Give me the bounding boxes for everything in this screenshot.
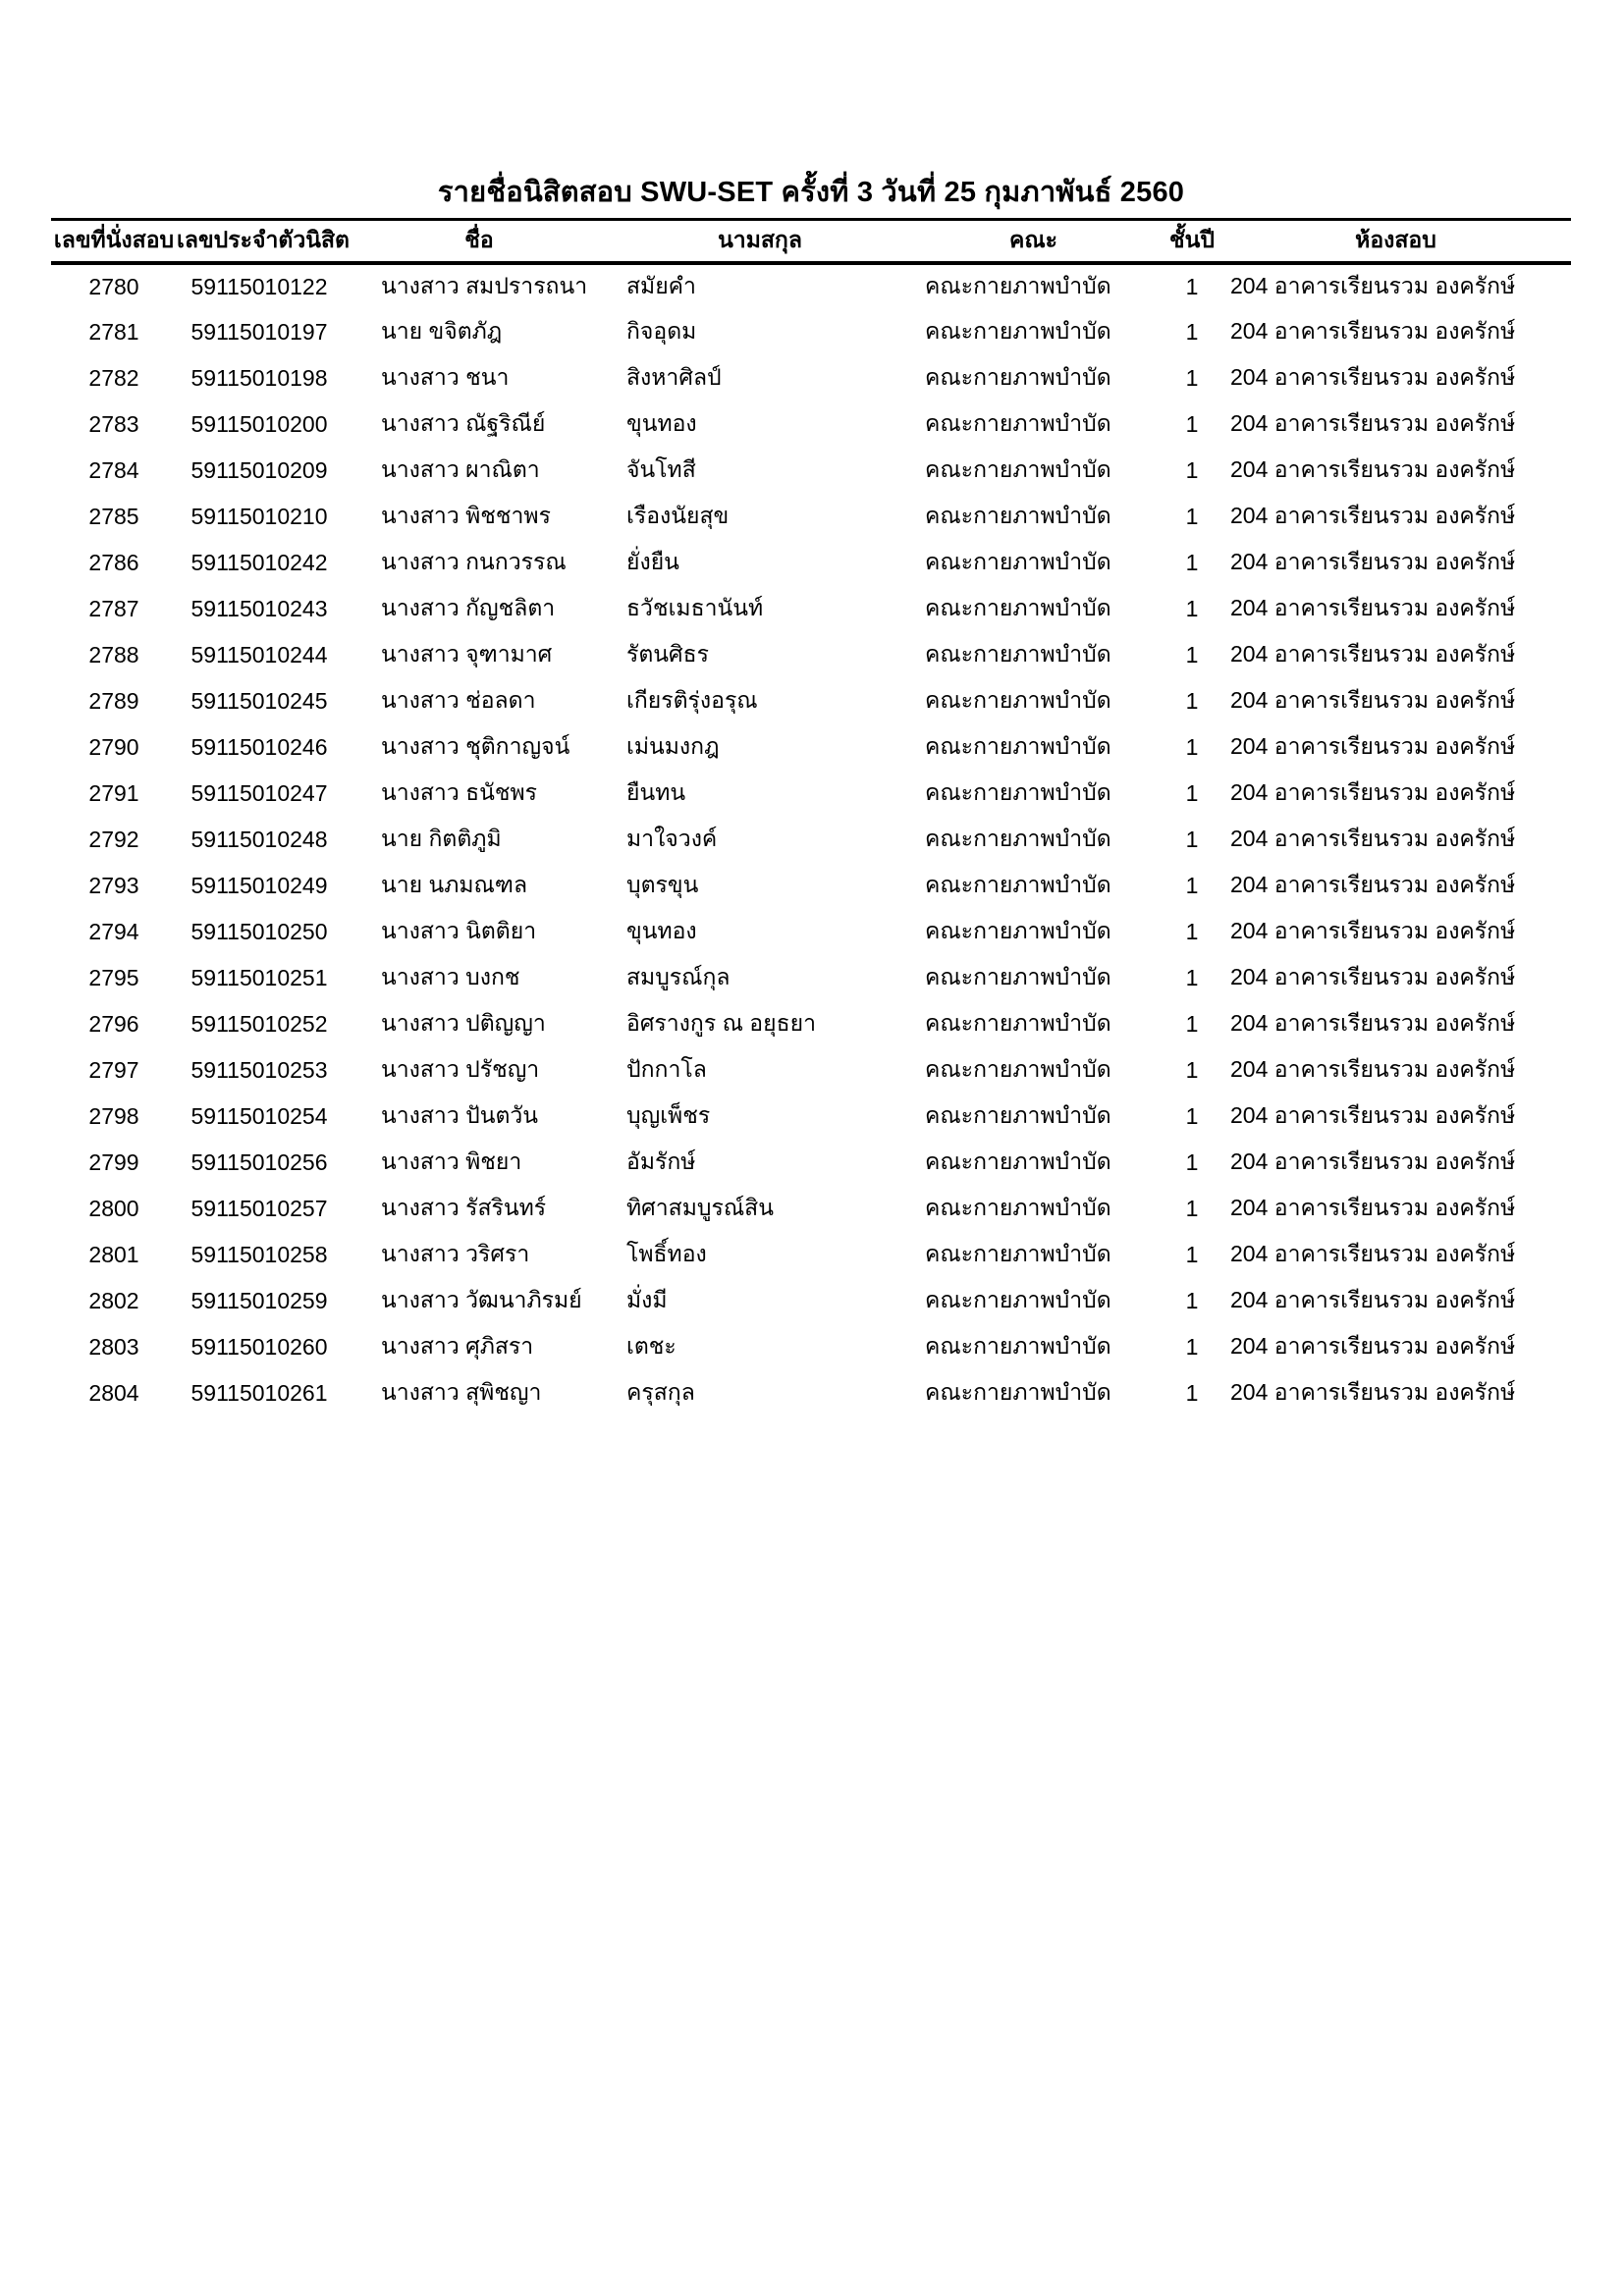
- table-row: [51, 586, 1571, 632]
- table-row: [51, 448, 1571, 494]
- exam-room-cell: 204 อาคารเรียนรวม องครักษ์: [1230, 1195, 1516, 1220]
- seat-number-cell: 2804: [88, 1379, 139, 1406]
- exam-room-cell: 204 อาคารเรียนรวม องครักษ์: [1230, 503, 1516, 528]
- table-row: [51, 1047, 1571, 1094]
- seat-number-cell: 2788: [88, 641, 139, 667]
- seat-number-cell: 2791: [88, 779, 139, 806]
- seat-number-cell: 2787: [88, 595, 139, 621]
- last-name-cell: จันโทสี: [626, 456, 696, 482]
- exam-room-cell: 204 อาคารเรียนรวม องครักษ์: [1230, 273, 1516, 298]
- faculty-cell: คณะกายภาพบำบัด: [925, 549, 1111, 574]
- table-row: [51, 1370, 1571, 1416]
- header-seat-number: เลขที่นั่งสอบ: [53, 227, 175, 253]
- exam-room-cell: 204 อาคารเรียนรวม องครักษ์: [1230, 1056, 1516, 1082]
- first-name-cell: นางสาว รัสรินทร์: [381, 1195, 547, 1220]
- year-cell: 1: [1185, 273, 1199, 299]
- last-name-cell: ธวัชเมธานันท์: [626, 595, 764, 620]
- seat-number-cell: 2798: [88, 1102, 139, 1129]
- exam-roster-table: [51, 218, 1571, 1416]
- last-name-cell: ทิศาสมบูรณ์สิน: [626, 1195, 774, 1220]
- student-id-cell: 59115010261: [190, 1379, 328, 1406]
- exam-room-cell: 204 อาคารเรียนรวม องครักษ์: [1230, 641, 1516, 667]
- year-cell: 1: [1185, 872, 1199, 898]
- table-row: [51, 309, 1571, 355]
- student-id-cell: 59115010243: [190, 595, 328, 621]
- year-cell: 1: [1185, 779, 1199, 806]
- student-id-cell: 59115010209: [190, 456, 328, 483]
- student-id-cell: 59115010258: [190, 1241, 328, 1267]
- student-id-cell: 59115010251: [190, 964, 328, 990]
- last-name-cell: รัตนศิธร: [626, 641, 710, 667]
- faculty-cell: คณะกายภาพบำบัด: [925, 1333, 1111, 1359]
- last-name-cell: ปักกาโล: [626, 1056, 707, 1082]
- table-row: [51, 1232, 1571, 1278]
- year-cell: 1: [1185, 503, 1199, 529]
- table-row: [51, 1001, 1571, 1047]
- exam-room-cell: 204 อาคารเรียนรวม องครักษ์: [1230, 826, 1516, 851]
- exam-room-cell: 204 อาคารเรียนรวม องครักษ์: [1230, 779, 1516, 805]
- last-name-cell: กิจอุดม: [626, 318, 697, 344]
- exam-room-cell: 204 อาคารเรียนรวม องครักษ์: [1230, 1379, 1516, 1405]
- exam-room-cell: 204 อาคารเรียนรวม องครักษ์: [1230, 1287, 1516, 1312]
- table-row: [51, 1140, 1571, 1186]
- student-id-cell: 59115010200: [190, 410, 328, 437]
- faculty-cell: คณะกายภาพบำบัด: [925, 779, 1111, 805]
- first-name-cell: นางสาว จุฑามาศ: [381, 641, 553, 667]
- student-id-cell: 59115010198: [190, 364, 328, 391]
- exam-room-cell: 204 อาคารเรียนรวม องครักษ์: [1230, 410, 1516, 436]
- year-cell: 1: [1185, 1148, 1199, 1175]
- table-row: [51, 863, 1571, 909]
- first-name-cell: นางสาว ผาณิตา: [381, 456, 540, 482]
- exam-room-cell: 204 อาคารเรียนรวม องครักษ์: [1230, 918, 1516, 943]
- student-id-cell: 59115010253: [190, 1056, 328, 1083]
- header-faculty: คณะ: [1008, 227, 1058, 253]
- exam-room-cell: 204 อาคารเรียนรวม องครักษ์: [1230, 1010, 1516, 1036]
- student-id-cell: 59115010259: [190, 1287, 328, 1313]
- student-id-cell: 59115010254: [190, 1102, 328, 1129]
- year-cell: 1: [1185, 595, 1199, 621]
- table-row: [51, 1094, 1571, 1140]
- faculty-cell: คณะกายภาพบำบัด: [925, 1287, 1111, 1312]
- table-row: [51, 540, 1571, 586]
- year-cell: 1: [1185, 964, 1199, 990]
- seat-number-cell: 2789: [88, 687, 139, 714]
- year-cell: 1: [1185, 410, 1199, 437]
- table-row: [51, 1324, 1571, 1370]
- year-cell: 1: [1185, 1379, 1199, 1406]
- seat-number-cell: 2796: [88, 1010, 139, 1037]
- student-id-cell: 59115010247: [190, 779, 328, 806]
- last-name-cell: ขุนทอง: [626, 918, 697, 943]
- last-name-cell: เม่นมงกฎ: [626, 733, 720, 759]
- faculty-cell: คณะกายภาพบำบัด: [925, 503, 1111, 528]
- first-name-cell: นางสาว กนกวรรณ: [381, 549, 567, 574]
- faculty-cell: คณะกายภาพบำบัด: [925, 273, 1111, 298]
- page-title: รายชื่อนิสิตสอบ SWU-SET ครั้งที่ 3 วันที่ 25 กุมภาพันธ์ 2560: [437, 177, 1185, 208]
- exam-room-cell: 204 อาคารเรียนรวม องครักษ์: [1230, 964, 1516, 989]
- last-name-cell: สมัยคำ: [626, 273, 696, 298]
- faculty-cell: คณะกายภาพบำบัด: [925, 410, 1111, 436]
- first-name-cell: นาย นภมณฑล: [381, 872, 528, 897]
- faculty-cell: คณะกายภาพบำบัด: [925, 641, 1111, 667]
- student-id-cell: 59115010257: [190, 1195, 328, 1221]
- year-cell: 1: [1185, 733, 1199, 760]
- exam-room-cell: 204 อาคารเรียนรวม องครักษ์: [1230, 1241, 1516, 1266]
- header-student-id: เลขประจำตัวนิสิต: [177, 227, 350, 253]
- seat-number-cell: 2794: [88, 918, 139, 944]
- first-name-cell: นางสาว บงกช: [381, 964, 520, 989]
- year-cell: 1: [1185, 826, 1199, 852]
- student-id-cell: 59115010197: [190, 318, 328, 345]
- faculty-cell: คณะกายภาพบำบัด: [925, 964, 1111, 989]
- student-id-cell: 59115010246: [190, 733, 328, 760]
- year-cell: 1: [1185, 1287, 1199, 1313]
- year-cell: 1: [1185, 318, 1199, 345]
- student-id-cell: 59115010249: [190, 872, 328, 898]
- exam-room-cell: 204 อาคารเรียนรวม องครักษ์: [1230, 1102, 1516, 1128]
- table-row: [51, 494, 1571, 540]
- year-cell: 1: [1185, 1056, 1199, 1083]
- table-row: [51, 263, 1571, 309]
- student-id-cell: 59115010260: [190, 1333, 328, 1360]
- year-cell: 1: [1185, 1333, 1199, 1360]
- exam-room-cell: 204 อาคารเรียนรวม องครักษ์: [1230, 456, 1516, 482]
- seat-number-cell: 2780: [88, 273, 139, 299]
- table-row: [51, 955, 1571, 1001]
- last-name-cell: ยั่งยืน: [626, 549, 679, 574]
- year-cell: 1: [1185, 1195, 1199, 1221]
- table-row: [51, 1278, 1571, 1324]
- table-row: [51, 1186, 1571, 1232]
- year-cell: 1: [1185, 641, 1199, 667]
- student-id-cell: 59115010210: [190, 503, 328, 529]
- seat-number-cell: 2781: [88, 318, 139, 345]
- first-name-cell: นางสาว วริศรา: [381, 1241, 530, 1266]
- table-row: [51, 724, 1571, 771]
- first-name-cell: นางสาว ศุภิสรา: [381, 1333, 534, 1359]
- first-name-cell: นางสาว นิตติยา: [381, 918, 537, 943]
- first-name-cell: นางสาว ช่อลดา: [381, 687, 536, 713]
- table-header: [51, 220, 1571, 263]
- exam-room-cell: 204 อาคารเรียนรวม องครักษ์: [1230, 733, 1516, 759]
- table-row: [51, 678, 1571, 724]
- seat-number-cell: 2783: [88, 410, 139, 437]
- year-cell: 1: [1185, 364, 1199, 391]
- table-row: [51, 355, 1571, 401]
- last-name-cell: ครุสกุล: [626, 1379, 695, 1405]
- exam-room-cell: 204 อาคารเรียนรวม องครักษ์: [1230, 318, 1516, 344]
- table-row: [51, 632, 1571, 678]
- seat-number-cell: 2785: [88, 503, 139, 529]
- first-name-cell: นางสาว ปรัชญา: [381, 1056, 540, 1082]
- table-row: [51, 909, 1571, 955]
- exam-room-cell: 204 อาคารเรียนรวม องครักษ์: [1230, 1333, 1516, 1359]
- faculty-cell: คณะกายภาพบำบัด: [925, 826, 1111, 851]
- faculty-cell: คณะกายภาพบำบัด: [925, 918, 1111, 943]
- student-id-cell: 59115010245: [190, 687, 328, 714]
- last-name-cell: ยืนทน: [626, 779, 686, 805]
- table-row: [51, 817, 1571, 863]
- first-name-cell: นาย ขจิตภัฎ: [381, 318, 503, 344]
- year-cell: 1: [1185, 687, 1199, 714]
- year-cell: 1: [1185, 549, 1199, 575]
- last-name-cell: สมบูรณ์กุล: [626, 964, 731, 989]
- exam-room-cell: 204 อาคารเรียนรวม องครักษ์: [1230, 687, 1516, 713]
- first-name-cell: นางสาว ปติญญา: [381, 1010, 546, 1036]
- exam-room-cell: 204 อาคารเรียนรวม องครักษ์: [1230, 1148, 1516, 1174]
- table-row: [51, 401, 1571, 448]
- student-id-cell: 59115010250: [190, 918, 328, 944]
- seat-number-cell: 2792: [88, 826, 139, 852]
- last-name-cell: เกียรติรุ่งอรุณ: [626, 687, 758, 713]
- first-name-cell: นางสาว สมปรารถนา: [381, 273, 588, 298]
- faculty-cell: คณะกายภาพบำบัด: [925, 1148, 1111, 1174]
- last-name-cell: อิศรางกูร ณ อยุธยา: [626, 1010, 817, 1036]
- faculty-cell: คณะกายภาพบำบัด: [925, 595, 1111, 620]
- first-name-cell: นางสาว กัญชลิตา: [381, 595, 556, 620]
- student-id-cell: 59115010256: [190, 1148, 328, 1175]
- student-id-cell: 59115010122: [190, 273, 328, 299]
- year-cell: 1: [1185, 918, 1199, 944]
- first-name-cell: นางสาว ปันตวัน: [381, 1102, 539, 1128]
- seat-number-cell: 2782: [88, 364, 139, 391]
- seat-number-cell: 2800: [88, 1195, 139, 1221]
- seat-number-cell: 2790: [88, 733, 139, 760]
- last-name-cell: เรืองนัยสุข: [626, 503, 730, 528]
- faculty-cell: คณะกายภาพบำบัด: [925, 1102, 1111, 1128]
- first-name-cell: นางสาว พิชยา: [381, 1148, 522, 1174]
- seat-number-cell: 2797: [88, 1056, 139, 1083]
- last-name-cell: เตชะ: [626, 1333, 677, 1359]
- seat-number-cell: 2803: [88, 1333, 139, 1360]
- first-name-cell: นางสาว พิชชาพร: [381, 503, 551, 528]
- last-name-cell: สิงหาศิลป์: [626, 364, 722, 390]
- last-name-cell: บุตรขุน: [626, 872, 699, 897]
- exam-room-cell: 204 อาคารเรียนรวม องครักษ์: [1230, 595, 1516, 620]
- header-exam-room: ห้องสอบ: [1355, 227, 1436, 253]
- table-body: [51, 263, 1571, 1416]
- last-name-cell: ขุนทอง: [626, 410, 697, 436]
- year-cell: 1: [1185, 1102, 1199, 1129]
- faculty-cell: คณะกายภาพบำบัด: [925, 733, 1111, 759]
- header-last-name: นามสกุล: [718, 227, 802, 253]
- student-id-cell: 59115010252: [190, 1010, 328, 1037]
- year-cell: 1: [1185, 1010, 1199, 1037]
- faculty-cell: คณะกายภาพบำบัด: [925, 364, 1111, 390]
- last-name-cell: อัมรักษ์: [626, 1148, 696, 1174]
- student-id-cell: 59115010248: [190, 826, 328, 852]
- seat-number-cell: 2799: [88, 1148, 139, 1175]
- year-cell: 1: [1185, 456, 1199, 483]
- first-name-cell: นางสาว สุพิชญา: [381, 1379, 542, 1405]
- exam-room-cell: 204 อาคารเรียนรวม องครักษ์: [1230, 872, 1516, 897]
- first-name-cell: นางสาว วัฒนาภิรมย์: [381, 1287, 582, 1312]
- last-name-cell: โพธิ์ทอง: [626, 1241, 707, 1266]
- last-name-cell: มาใจวงค์: [626, 826, 718, 851]
- student-id-cell: 59115010244: [190, 641, 328, 667]
- first-name-cell: นาย กิตติภูมิ: [381, 826, 502, 851]
- faculty-cell: คณะกายภาพบำบัด: [925, 456, 1111, 482]
- seat-number-cell: 2793: [88, 872, 139, 898]
- seat-number-cell: 2784: [88, 456, 139, 483]
- year-cell: 1: [1185, 1241, 1199, 1267]
- faculty-cell: คณะกายภาพบำบัด: [925, 1195, 1111, 1220]
- seat-number-cell: 2786: [88, 549, 139, 575]
- seat-number-cell: 2795: [88, 964, 139, 990]
- faculty-cell: คณะกายภาพบำบัด: [925, 872, 1111, 897]
- last-name-cell: มั่งมี: [626, 1287, 668, 1312]
- faculty-cell: คณะกายภาพบำบัด: [925, 1056, 1111, 1082]
- faculty-cell: คณะกายภาพบำบัด: [925, 1379, 1111, 1405]
- seat-number-cell: 2801: [88, 1241, 139, 1267]
- table-row: [51, 771, 1571, 817]
- student-id-cell: 59115010242: [190, 549, 328, 575]
- first-name-cell: นางสาว ชนา: [381, 364, 510, 390]
- header-year: ชั้นปี: [1169, 227, 1215, 253]
- header-first-name: ชื่อ: [464, 227, 494, 253]
- first-name-cell: นางสาว ณัฐริณีย์: [381, 410, 546, 436]
- exam-room-cell: 204 อาคารเรียนรวม องครักษ์: [1230, 549, 1516, 574]
- first-name-cell: นางสาว ชุติกาญจน์: [381, 733, 570, 759]
- faculty-cell: คณะกายภาพบำบัด: [925, 318, 1111, 344]
- seat-number-cell: 2802: [88, 1287, 139, 1313]
- faculty-cell: คณะกายภาพบำบัด: [925, 1010, 1111, 1036]
- faculty-cell: คณะกายภาพบำบัด: [925, 1241, 1111, 1266]
- table-header-row: [51, 220, 1571, 263]
- first-name-cell: นางสาว ธนัชพร: [381, 779, 538, 805]
- faculty-cell: คณะกายภาพบำบัด: [925, 687, 1111, 713]
- exam-room-cell: 204 อาคารเรียนรวม องครักษ์: [1230, 364, 1516, 390]
- last-name-cell: บุญเพ็ชร: [626, 1102, 711, 1128]
